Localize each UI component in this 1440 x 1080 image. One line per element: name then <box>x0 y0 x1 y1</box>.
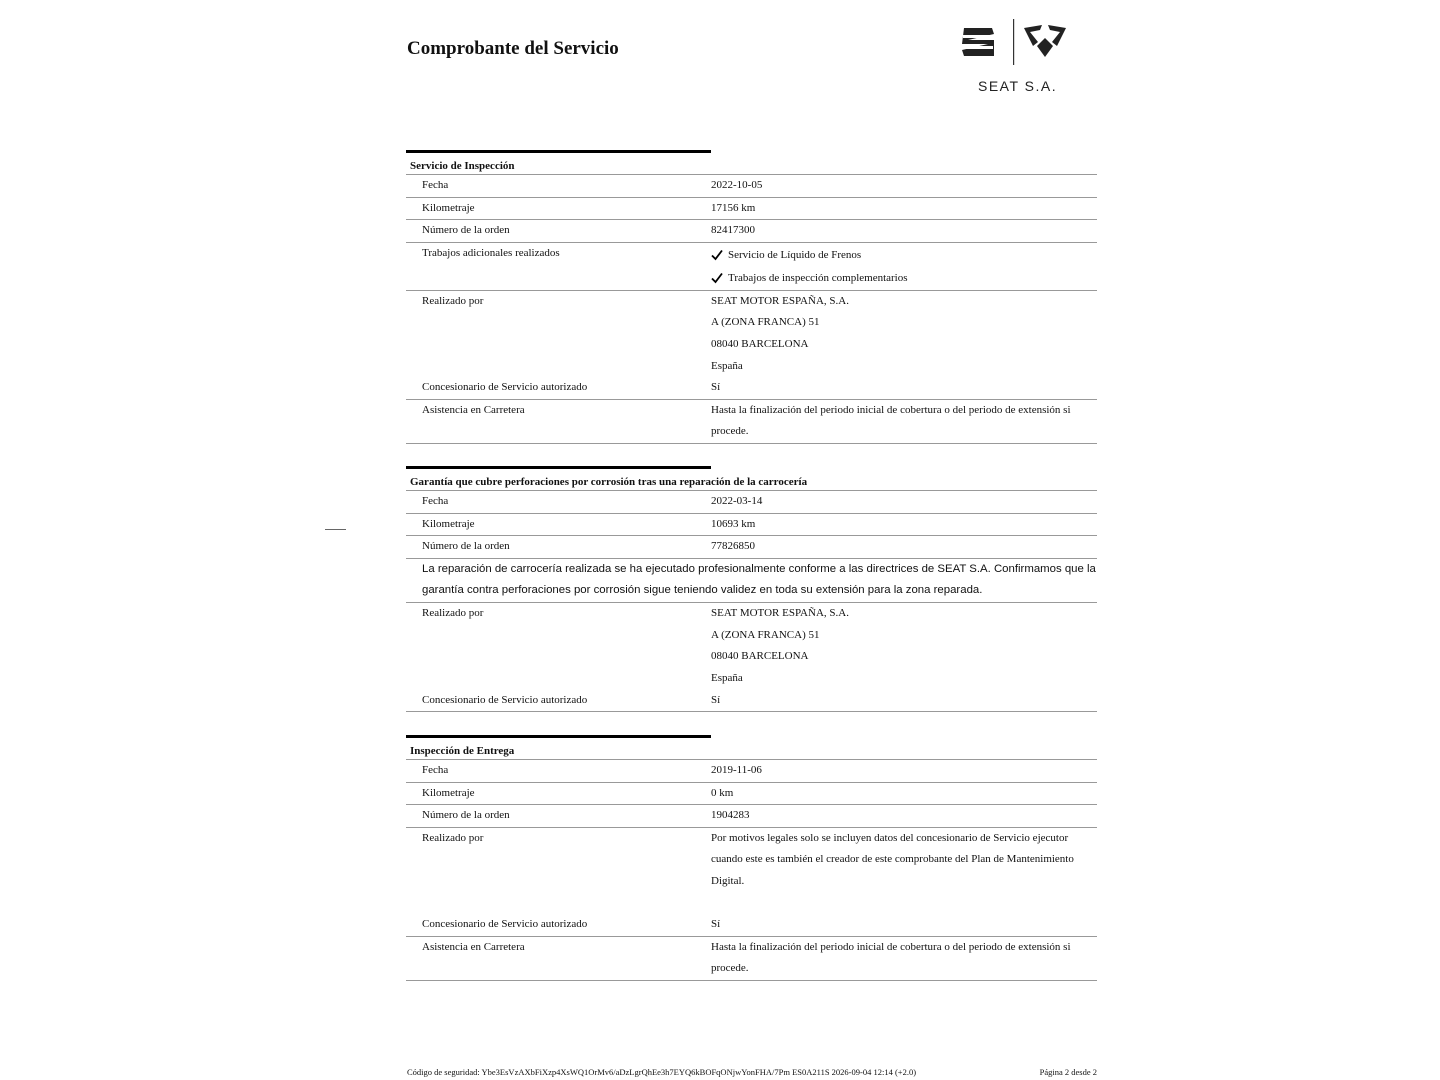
row-realizado: Realizado por SEAT MOTOR ESPAÑA, S.A. A (ZONA FRANCA) 51 08040 BARCELONA España <box>422 607 849 684</box>
row-realizado: Realizado por SEAT MOTOR ESPAÑA, S.A. A (ZONA FRANCA) 51 08040 BARCELONA España <box>422 294 849 372</box>
row-kilometraje: Kilometraje 0 km <box>406 783 1097 806</box>
repair-note: La reparación de carrocería realizada se ha ejecutado profesionalmente conforme a las directrices de SEAT S.A. Confirmamos que la garantía contra perforaciones por corrosión sigue teniendo validez en toda su extensión para la zona reparada. <box>406 559 1097 603</box>
security-code: Código de seguridad: Ybe3EsVzAXbFiXzp4XsWQ1OrMv6/aDzLgrQhEe3h7EYQ6kBOFqONjwYonFHA/7Pm ES0A211S 2026-09-04 12:14 (+2.0) <box>407 1067 917 1077</box>
row-fecha: Fecha 2022-03-14 <box>406 491 1097 514</box>
row-realizado: Realizado por Por motivos legales solo se incluyen datos del concesionario de Servicio ejecutor cuando este es también el creador de este comprobante del Plan de Mantenimiento Digital. <box>422 831 1074 887</box>
row-kilometraje: Kilometraje 10693 km <box>406 514 1097 537</box>
margin-mark <box>325 529 346 530</box>
row-orden: Número de la orden 77826850 <box>406 536 1097 559</box>
section-title: Servicio de Inspección <box>406 153 1097 175</box>
page-title: Comprobante del Servicio <box>407 38 619 59</box>
row-orden: Número de la orden 1904283 <box>406 805 1097 828</box>
work-item: Trabajos de inspección complementarios <box>711 266 1097 290</box>
checkmark-icon <box>711 272 723 284</box>
row-trabajos: Trabajos adicionales realizados Servicio de Líquido de Frenos Trabajos de inspección complementarios <box>406 243 1097 291</box>
row-kilometraje: Kilometraje 17156 km <box>406 198 1097 221</box>
section-garantia-corrosion <box>406 466 1097 712</box>
page-number: Página 2 desde 2 <box>1039 1067 1097 1077</box>
row-concesionario: Concesionario de Servicio autorizado Sí <box>406 914 1097 937</box>
row-orden: Número de la orden 82417300 <box>406 220 1097 243</box>
row-fecha: Fecha 2022-10-05 <box>406 175 1097 198</box>
section-title: Inspección de Entrega <box>406 738 1097 760</box>
brand-name: SEAT S.A. <box>978 78 1058 94</box>
section-inspeccion-entrega <box>406 735 1097 981</box>
work-item: Servicio de Líquido de Frenos <box>711 243 1097 267</box>
section-servicio-inspeccion <box>406 150 1097 444</box>
section-title: Garantía que cubre perforaciones por corrosión tras una reparación de la carrocería <box>406 469 1097 491</box>
checkmark-icon <box>711 249 723 261</box>
row-asistencia: Asistencia en Carretera Hasta la finalización del periodo inicial de cobertura o del periodo de extensión si procede. <box>406 400 1097 444</box>
row-concesionario: Concesionario de Servicio autorizado Sí <box>406 690 1097 713</box>
row-concesionario: Concesionario de Servicio autorizado Sí <box>406 377 1097 400</box>
page-footer <box>407 1067 1097 1077</box>
row-asistencia: Asistencia en Carretera Hasta la finalización del periodo inicial de cobertura o del periodo de extensión si procede. <box>406 937 1097 981</box>
row-fecha: Fecha 2019-11-06 <box>406 760 1097 783</box>
